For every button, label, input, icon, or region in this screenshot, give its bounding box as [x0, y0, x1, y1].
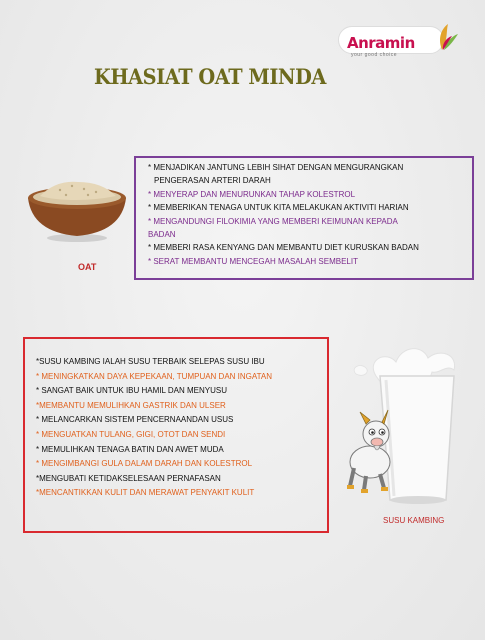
- list-item: *SUSU KAMBING IALAH SUSU TERBAIK SELEPAS SUSU IBU: [36, 357, 265, 366]
- list-item: *MENCANTIKKAN KULIT DAN MERAWAT PENYAKIT KULIT: [36, 488, 255, 498]
- list-item: * MELANCARKAN SISTEM PENCERNAANDAN USUS: [36, 415, 234, 425]
- list-item: * MENGIMBANGI GULA DALAM DARAH DAN KOLESTROL: [36, 459, 253, 469]
- susu-kambing-label: SUSU KAMBING: [383, 516, 445, 525]
- logo-tagline: your good choice: [351, 52, 398, 58]
- logo-badge: [338, 26, 444, 58]
- list-item: * MENJADIKAN JANTUNG LEBIH SIHAT DENGAN MENGURANGKAN: [148, 163, 404, 172]
- list-item: *MENGUBATI KETIDAKSELESAAN PERNAFASAN: [36, 473, 221, 483]
- list-item: * MENGUATKAN TULANG, GIGI, OTOT DAN SENDI: [36, 429, 226, 439]
- list-item: * MEMBERI RASA KENYANG DAN MEMBANTU DIET KURUSKAN BADAN: [148, 243, 419, 253]
- list-item: * MENYERAP DAN MENURUNKAN TAHAP KOLESTROL: [148, 189, 356, 199]
- leaf-icon: [434, 20, 460, 54]
- susu-benefits-list: [36, 355, 272, 501]
- list-item: * MENGANDUNGI FILOKIMIA YANG MEMBERI KEIMUNAN KEPADA: [148, 216, 398, 226]
- oat-benefits-list: [148, 161, 419, 268]
- milk-glass-goat-image: [336, 340, 466, 510]
- oat-label: OAT: [78, 262, 97, 272]
- page-title: KHASIAT OAT MINDA: [94, 64, 326, 89]
- list-item: *MEMBANTU MEMULIHKAN GASTRIK DAN ULSER: [36, 400, 226, 410]
- list-item: * MEMULIHKAN TENAGA BATIN DAN AWET MUDA: [36, 444, 224, 454]
- list-item: * SERAT MEMBANTU MENCEGAH MASALAH SEMBELIT: [148, 256, 358, 266]
- oat-bowl-image: [26, 176, 128, 242]
- list-item: * MENINGKATKAN DAYA KEPEKAAN, TUMPUAN DAN INGATAN: [36, 371, 273, 381]
- brand-logo: [338, 20, 462, 58]
- list-item: PENGERASAN ARTERI DARAH: [154, 176, 271, 186]
- list-item: BADAN: [148, 230, 176, 240]
- list-item: * SANGAT BAIK UNTUK IBU HAMIL DAN MENYUSU: [36, 386, 227, 396]
- logo-name: Anramin: [347, 34, 415, 52]
- list-item: * MEMBERIKAN TENAGA UNTUK KITA MELAKUKAN AKTIVITI HARIAN: [148, 203, 409, 213]
